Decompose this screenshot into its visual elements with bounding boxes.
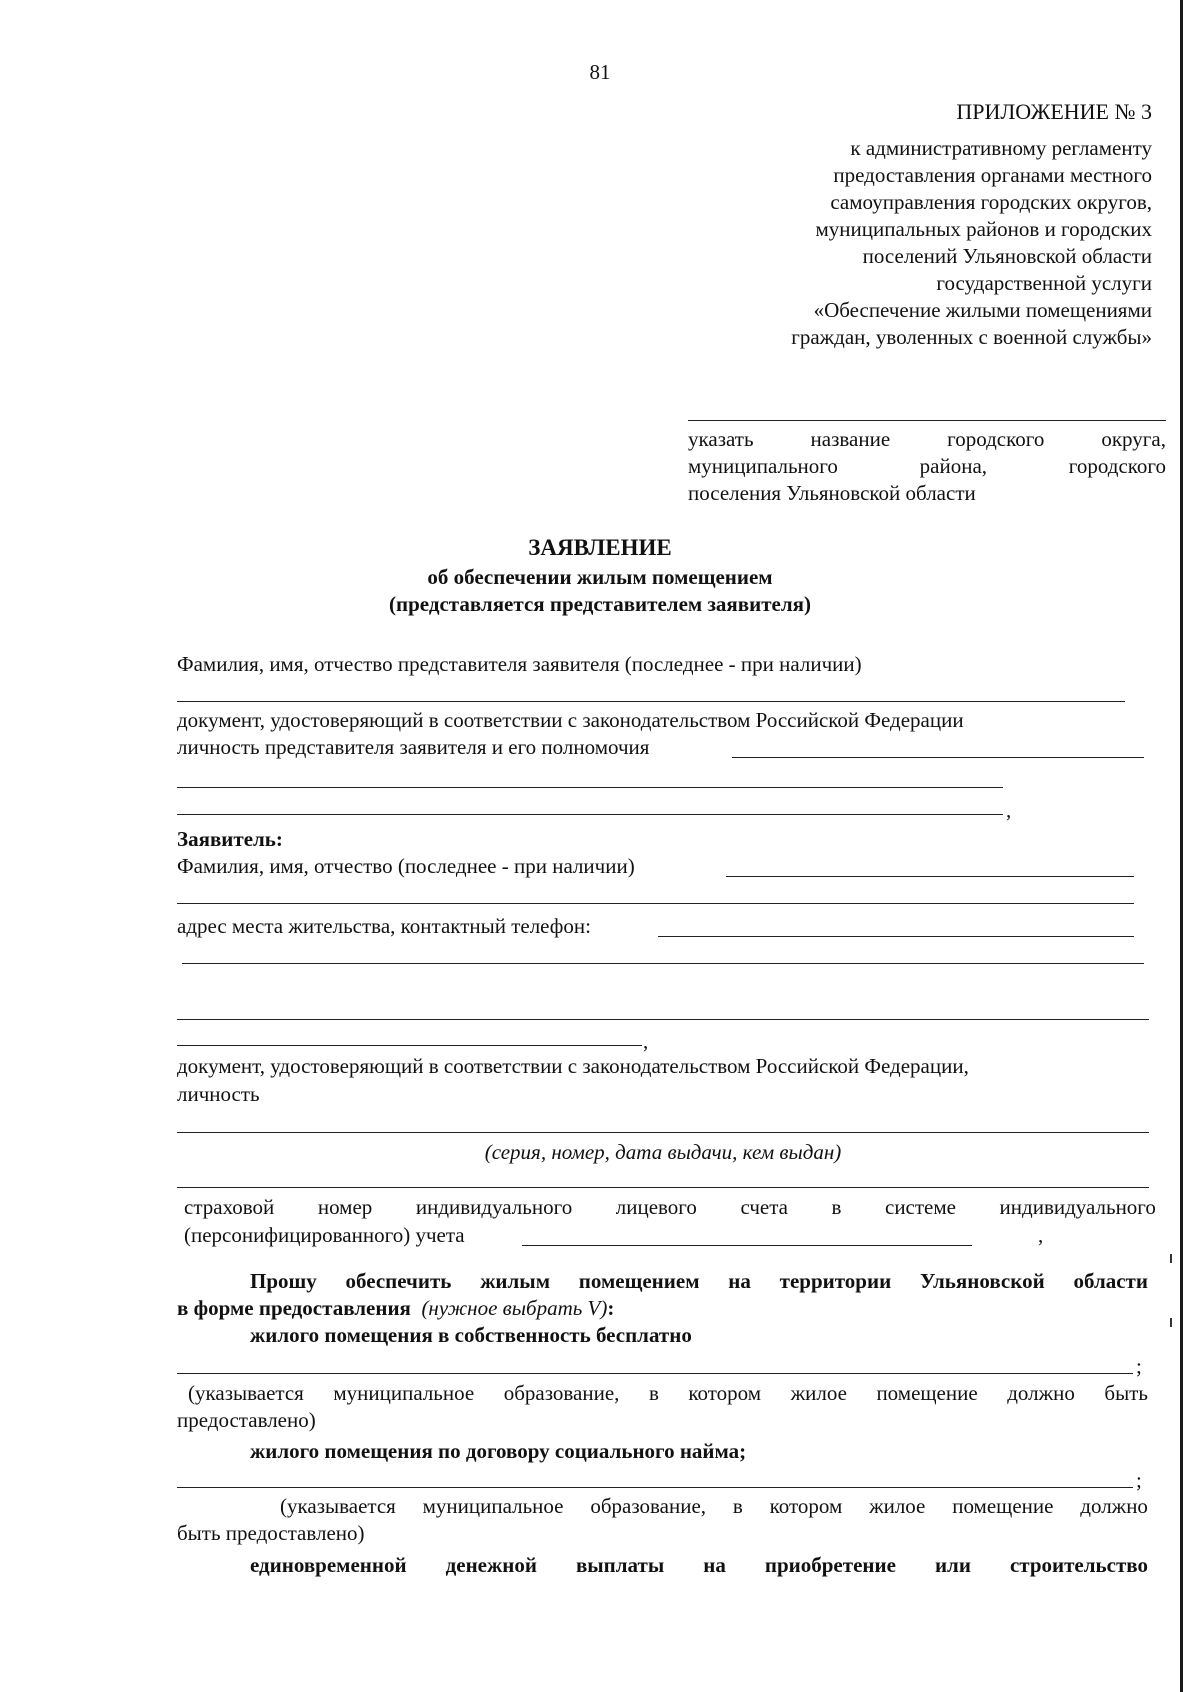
applicant-doc-hint: (серия, номер, дата выдачи, кем выдан) xyxy=(484,1140,842,1164)
appendix-title: ПРИЛОЖЕНИЕ № 3 xyxy=(956,99,1152,124)
option-ownership-free[interactable]: жилого помещения в собственность бесплатно xyxy=(250,1323,692,1347)
representative-comma: , xyxy=(1006,798,1012,822)
applicant-doc-label-2: личность xyxy=(177,1082,260,1106)
document-subtitle-note: (представляется представителем заявителя) xyxy=(389,592,811,616)
applicant-comma: , xyxy=(643,1029,649,1053)
scan-speck xyxy=(1170,1254,1172,1263)
option-social-rent[interactable]: жилого помещения по договору социального найма; xyxy=(250,1439,747,1463)
representative-doc-field-line[interactable] xyxy=(177,814,1003,815)
applicant-address-line[interactable] xyxy=(182,963,1144,964)
representative-doc-label: документ, удостоверяющий в соответствии с законодательством Российской Федерации xyxy=(177,708,964,732)
applicant-address-label: адрес места жительства, контактный телефон: xyxy=(177,914,591,938)
scan-speck xyxy=(1170,1318,1172,1327)
appendix-line: граждан, уволенных с военной службы» xyxy=(791,325,1152,349)
representative-doc-field-line[interactable] xyxy=(177,787,1003,788)
request-line1: Прошу обеспечить жилым помещением на территории Ульяновской области xyxy=(250,1269,1148,1293)
applicant-doc-field[interactable] xyxy=(177,1132,1149,1133)
applicant-doc-line[interactable] xyxy=(177,1187,1149,1188)
applicant-doc-label: документ, удостоверяющий в соответствии с законодательством Российской Федерации, xyxy=(177,1054,969,1078)
applicant-heading: Заявитель: xyxy=(177,827,283,851)
snils-comma: , xyxy=(1038,1223,1044,1247)
snils-label-line1: страховой номер индивидуального лицевого счета в системе индивидуального xyxy=(184,1195,1156,1219)
document-subtitle: об обеспечении жилым помещением xyxy=(427,565,773,589)
addressee-hint-line1: указать название городского округа, xyxy=(688,427,1166,451)
addressee-hint-line3: поселения Ульяновской области xyxy=(688,481,976,505)
appendix-line: предоставления органами местного xyxy=(833,163,1152,187)
option2-municipality-field[interactable] xyxy=(177,1487,1133,1488)
option2-semicolon: ; xyxy=(1136,1468,1142,1492)
addressee-hint-line2: муниципального района, городского xyxy=(688,454,1166,478)
option1-semicolon: ; xyxy=(1136,1354,1142,1378)
option1-hint-line1: (указывается муниципальное образование, в котором жилое помещение должно быть xyxy=(188,1381,1148,1405)
applicant-address-line[interactable] xyxy=(177,1019,1149,1020)
option-lump-sum-payment[interactable]: единовременной денежной выплаты на приобретение или строительство xyxy=(250,1553,1148,1577)
appendix-line: к административному регламенту xyxy=(850,136,1152,160)
applicant-fio-line[interactable] xyxy=(177,903,1134,904)
snils-field[interactable] xyxy=(522,1245,972,1246)
option2-hint-line1: (указывается муниципальное образование, в котором жилое помещение должно xyxy=(280,1494,1148,1518)
representative-doc-field[interactable] xyxy=(732,757,1144,758)
request-line2: в форме предоставления (нужное выбрать V): xyxy=(177,1296,615,1320)
scan-edge-line xyxy=(1180,0,1183,1692)
appendix-line: государственной услуги xyxy=(936,271,1152,295)
applicant-address-line[interactable] xyxy=(177,1045,642,1046)
representative-fio-label: Фамилия, имя, отчество представителя заявителя (последнее - при наличии) xyxy=(177,652,862,676)
applicant-fio-label: Фамилия, имя, отчество (последнее - при наличии) xyxy=(177,854,635,878)
representative-fio-line[interactable] xyxy=(177,701,1125,702)
applicant-fio-field[interactable] xyxy=(726,876,1134,877)
page-number: 81 xyxy=(589,60,611,84)
document-title: ЗАЯВЛЕНИЕ xyxy=(528,535,672,560)
appendix-line: поселений Ульяновской области xyxy=(862,244,1152,268)
option2-hint-line2: быть предоставлено) xyxy=(177,1521,365,1545)
applicant-address-field[interactable] xyxy=(658,936,1134,937)
snils-label-line2: (персонифицированного) учета xyxy=(184,1223,465,1247)
option1-hint-line2: предоставлено) xyxy=(177,1408,316,1432)
appendix-line: самоуправления городских округов, xyxy=(830,190,1152,214)
option1-municipality-field[interactable] xyxy=(177,1373,1133,1374)
appendix-line: «Обеспечение жилыми помещениями xyxy=(813,298,1152,322)
addressee-field-line[interactable] xyxy=(688,420,1166,421)
appendix-line: муниципальных районов и городских xyxy=(815,217,1152,241)
representative-doc-label-2: личность представителя заявителя и его полномочия xyxy=(177,735,650,759)
